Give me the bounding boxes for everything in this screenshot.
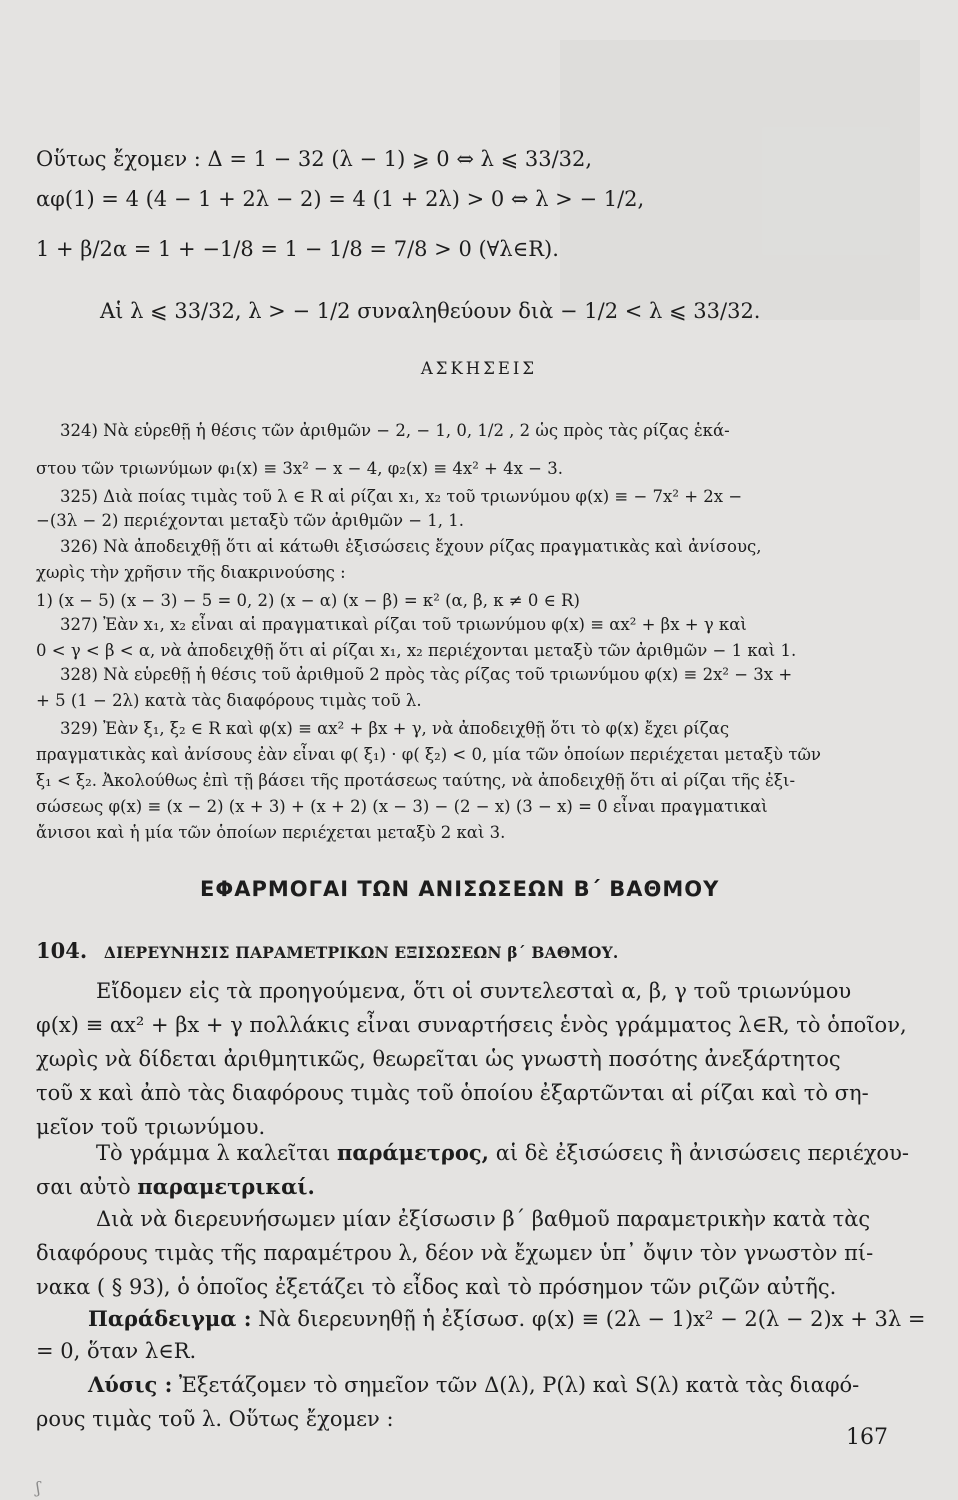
- paragraph-line: χωρὶς νὰ δίδεται ἀριθμητικῶς, θεωρεῖται ὡς γνωστὴ ποσότης ἀνεξάρτητος: [36, 1047, 841, 1071]
- exercise-line: πραγματικὰς καὶ ἀνίσους ἐὰν εἶναι φ( ξ₁) · φ( ξ₂) < 0, μία τῶν ὁποίων περιέχεται μεταξὺ τῶν: [36, 745, 821, 764]
- exercise-line: 329) Ἐὰν ξ₁, ξ₂ ∈ R καὶ φ(x) ≡ αx² + βx + γ, νὰ ἀποδειχθῇ ὅτι τὸ φ(x) ἔχει ρίζας: [60, 719, 730, 738]
- exercise-line: χωρὶς τὴν χρῆσιν τῆς διακρινούσης :: [36, 563, 346, 582]
- text-run: αἱ δὲ ἐξισώσεις ἢ ἀνισώσεις περιέχου-: [495, 1141, 909, 1165]
- example-text: Νὰ διερευνηθῇ ἡ ἐξίσωσ. φ(x) ≡ (2λ − 1)x² − 2(λ − 2)x + 3λ =: [258, 1307, 926, 1331]
- section-heading: [36, 938, 619, 966]
- exercise-line: + 5 (1 − 2λ) κατὰ τὰς διαφόρους τιμὰς τοῦ λ.: [36, 691, 422, 710]
- paragraph-line: [96, 1140, 909, 1166]
- exercises-heading: ΑΣΚΗΣΕΙΣ: [420, 359, 538, 378]
- intro-line-3: 1 + β/2α = 1 + −1/8 = 1 − 1/8 = 7/8 > 0 (∀λ∈R).: [36, 237, 559, 261]
- exercise-line: 0 < γ < β < α, νὰ ἀποδειχθῇ ὅτι αἱ ρίζαι x₁, x₂ περιέχονται μεταξὺ τῶν ἀριθμῶν − 1 καὶ 1.: [36, 641, 797, 660]
- term-parametros: παράμετρος,: [337, 1140, 489, 1165]
- solution-line: [88, 1372, 859, 1398]
- paragraph-line: φ(x) ≡ αx² + βx + γ πολλάκις εἶναι συναρτήσεις ἑνὸς γράμματος λ∈R, τὸ ὁποῖον,: [36, 1013, 907, 1037]
- paragraph-line: νακα ( § 93), ὁ ὁποῖος ἐξετάζει τὸ εἶδος καὶ τὸ πρόσημον τῶν ριζῶν αὐτῆς.: [36, 1275, 837, 1299]
- exercise-line: ξ₁ < ξ₂. Ἀκολούθως ἐπὶ τῇ βάσει τῆς προτάσεως ταύτης, νὰ ἀποδειχθῇ ὅτι αἱ ρίζαι τῆς ἐξι-: [36, 771, 796, 790]
- text-run: σαι αὐτὸ: [36, 1175, 131, 1199]
- exercise-line: 324) Νὰ εὑρεθῇ ἡ θέσις τῶν ἀριθμῶν − 2, − 1, 0, 1/2 , 2 ὡς πρὸς τὰς ρίζας ἑκά-: [60, 421, 730, 440]
- intro-line-1: Οὕτως ἔχομεν : Δ = 1 − 32 (λ − 1) ⩾ 0 ⇔ λ ⩽ 33/32,: [36, 147, 593, 171]
- paragraph-line: Εἴδομεν εἰς τὰ προηγούμενα, ὅτι οἱ συντελεσταὶ α, β, γ τοῦ τριωνύμου: [96, 979, 852, 1003]
- exercise-line: στου τῶν τριωνύμων φ₁(x) ≡ 3x² − x − 4, φ₂(x) ≡ 4x² + 4x − 3.: [36, 459, 563, 478]
- bleed-through: [560, 40, 920, 320]
- exercise-line: 326) Νὰ ἀποδειχθῇ ὅτι αἱ κάτωθι ἐξισώσεις ἔχουν ρίζας πραγματικὰς καὶ ἀνίσους,: [60, 537, 762, 556]
- stray-mark: ʃ: [36, 1478, 41, 1497]
- exercise-line: 327) Ἐὰν x₁, x₂ εἶναι αἱ πραγματικαὶ ρίζαι τοῦ τριωνύμου φ(x) ≡ αx² + βx + γ καὶ: [60, 615, 747, 634]
- text-run: Τὸ γράμμα λ καλεῖται: [96, 1141, 331, 1165]
- chapter-title: ΕΦΑΡΜΟΓΑΙ ΤΩΝ ΑΝΙΣΩΣΕΩΝ Β΄ ΒΑΘΜΟΥ: [200, 877, 720, 901]
- exercise-line: 328) Νὰ εὑρεθῇ ἡ θέσις τοῦ ἀριθμοῦ 2 πρὸς τὰς ρίζας τοῦ τριωνύμου φ(x) ≡ 2x² − 3x +: [60, 665, 793, 684]
- exercise-line: −(3λ − 2) περιέχονται μεταξὺ τῶν ἀριθμῶν − 1, 1.: [36, 511, 465, 530]
- section-number: 104.: [36, 938, 88, 963]
- paragraph-line: διαφόρους τιμὰς τῆς παραμέτρου λ, δέον νὰ ἔχωμεν ὑπ᾽ ὄψιν τὸν γνωστὸν πί-: [36, 1241, 874, 1265]
- intro-line-4: Αἱ λ ⩽ 33/32, λ > − 1/2 συναληθεύουν διὰ − 1/2 < λ ⩽ 33/32.: [100, 299, 761, 323]
- section-title: ΔΙΕΡΕΥΝΗΣΙΣ ΠΑΡΑΜΕΤΡΙΚΩΝ ΕΞΙΣΩΣΕΩΝ β΄ ΒΑΘΜΟΥ.: [103, 943, 619, 962]
- paragraph-line: [36, 1174, 315, 1200]
- example-line: [88, 1306, 925, 1332]
- solution-line-2: ρους τιμὰς τοῦ λ. Οὕτως ἔχομεν :: [36, 1407, 394, 1431]
- paragraph-line: τοῦ x καὶ ἀπὸ τὰς διαφόρους τιμὰς τοῦ ὁποίου ἐξαρτῶνται αἱ ρίζαι καὶ τὸ ση-: [36, 1081, 869, 1105]
- paragraph-line: Διὰ νὰ διερευνήσωμεν μίαν ἐξίσωσιν β΄ βαθμοῦ παραμετρικὴν κατὰ τὰς: [96, 1207, 871, 1231]
- page-number: 167: [846, 1425, 888, 1450]
- exercise-line: 1) (x − 5) (x − 3) − 5 = 0, 2) (x − α) (x − β) = κ² (α, β, κ ≠ 0 ∈ R): [36, 591, 580, 610]
- solution-label: Λύσις :: [88, 1372, 173, 1397]
- example-line-2: = 0, ὅταν λ∈R.: [36, 1339, 197, 1363]
- term-parametrikai: παραμετρικαί.: [137, 1174, 315, 1199]
- paragraph-line: μεῖον τοῦ τριωνύμου.: [36, 1115, 266, 1139]
- exercise-line: σώσεως φ(x) ≡ (x − 2) (x + 3) + (x + 2) (x − 3) − (2 − x) (3 − x) = 0 εἶναι πραγματικαὶ: [36, 797, 768, 816]
- solution-text: Ἐξετάζομεν τὸ σημεῖον τῶν Δ(λ), P(λ) καὶ S(λ) κατὰ τὰς διαφό-: [179, 1373, 860, 1397]
- exercise-line: 325) Διὰ ποίας τιμὰς τοῦ λ ∈ R αἱ ρίζαι x₁, x₂ τοῦ τριωνύμου φ(x) ≡ − 7x² + 2x −: [60, 487, 743, 506]
- example-label: Παράδειγμα :: [88, 1306, 252, 1331]
- intro-line-2: αφ(1) = 4 (4 − 1 + 2λ − 2) = 4 (1 + 2λ) > 0 ⇔ λ > − 1/2,: [36, 187, 645, 211]
- exercise-line: ἄνισοι καὶ ἡ μία τῶν ὁποίων περιέχεται μεταξὺ 2 καὶ 3.: [36, 823, 506, 842]
